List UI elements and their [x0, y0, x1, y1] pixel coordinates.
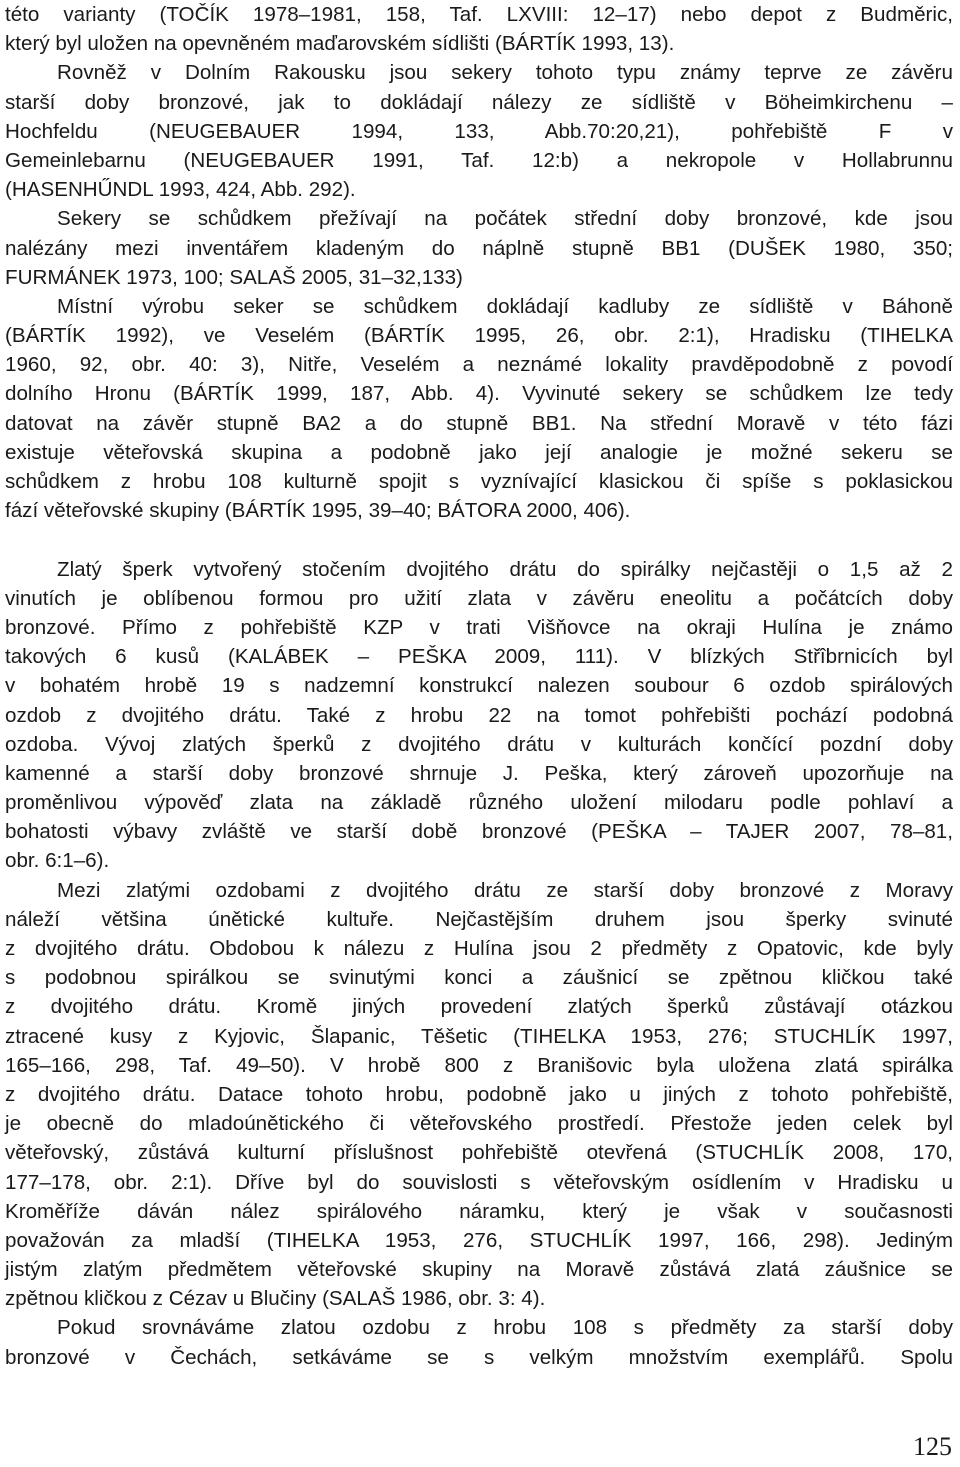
text-line: (BÁRTÍK 1992), ve Veselém (BÁRTÍK 1995, 26, obr. 2:1), Hradisku (TIHELKA [5, 324, 953, 348]
text-line: FURMÁNEK 1973, 100; SALAŠ 2005, 31–32,133) [5, 265, 463, 289]
text-line: bronzové. Přímo z pohřebiště KZP v trati Višňovce na okraji Hulína je známo [5, 615, 953, 639]
text-line: je obecně do mladoúnětického či věteřovského prostředí. Přestože jeden celek byl [5, 1112, 953, 1136]
text-line: proměnlivou výpověď zlata na základě různého uložení milodaru podle pohlaví a [5, 791, 953, 815]
text-line: bronzové v Čechách, setkáváme se s velkým množstvím exemplářů. Spolu [5, 1345, 953, 1369]
text-line: Hochfeldu (NEUGEBAUER 1994, 133, Abb.70:20,21), pohřebiště F v [5, 119, 953, 143]
text-line: Kroměříže dáván nález spirálového náramku, který je však v současnosti [5, 1199, 953, 1223]
text-line: Místní výrobu seker se schůdkem dokládají kadluby ze sídliště v Báhoně [57, 294, 953, 318]
paragraph [5, 555, 953, 876]
text-line: Pokud srovnáváme zlatou ozdobu z hrobu 108 s předměty za starší doby [57, 1316, 953, 1340]
text-line: Gemeinlebarnu (NEUGEBAUER 1991, Taf. 12:b) a nekropole v Hollabrunnu [5, 148, 953, 172]
paragraph [5, 58, 953, 204]
text-line: 165–166, 298, Taf. 49–50). V hrobě 800 z Branišovic byla uložena zlatá spirálka [5, 1053, 953, 1077]
text-line: (HASENHŰNDL 1993, 424, Abb. 292). [5, 178, 356, 202]
text-line: obr. 6:1–6). [5, 849, 110, 873]
text-line: který byl uložen na opevněném maďarovském sídlišti (BÁRTÍK 1993, 13). [5, 32, 675, 56]
text-line: Mezi zlatými ozdobami z dvojitého drátu ze starší doby bronzové z Moravy [57, 878, 953, 902]
paragraph [5, 0, 953, 58]
page-number: 125 [913, 1432, 952, 1461]
text-line: věteřovský, zůstává kulturní příslušnost pohřebiště otevřená (STUCHLÍK 2008, 170, [5, 1141, 953, 1165]
text-line: vinutích je oblíbenou formou pro užití zlata v závěru eneolitu a počátcích doby [5, 586, 953, 610]
paragraph-gap [5, 525, 953, 554]
text-line: z dvojitého drátu. Datace tohoto hrobu, podobně jako u jiných z tohoto pohřebiště, [5, 1082, 953, 1106]
text-line: v bohatém hrobě 19 s nadzemní konstrukcí nalezen soubour 6 ozdob spirálových [5, 674, 953, 698]
paragraph [5, 876, 953, 1314]
text-line: dolního Hronu (BÁRTÍK 1999, 187, Abb. 4). Vyvinuté sekery se schůdkem lze tedy [5, 382, 953, 406]
text-line: ozdob z dvojitého drátu. Také z hrobu 22 na tomot pohřebišti pochází podobná [5, 703, 953, 727]
text-line: s podobnou spirálkou se svinutými konci a záušnicí se zpětnou kličkou také [5, 966, 953, 990]
text-line: této varianty (TOČÍK 1978–1981, 158, Taf. LXVIII: 12–17) nebo depot z Budměric, [5, 3, 953, 26]
text-line: kamenné a starší doby bronzové shrnuje J. Peška, který zároveň upozorňuje na [5, 761, 953, 785]
text-line: takových 6 kusů (KALÁBEK – PEŠKA 2009, 111). V blízkých Střîbrnicích byl [5, 645, 953, 669]
text-line: bohatosti výbavy zvláště ve starší době bronzové (PEŠKA – TAJER 2007, 78–81, [5, 820, 953, 844]
text-line: zpětnou kličkou z Cézav u Blučiny (SALAŠ 1986, obr. 3: 4). [5, 1287, 546, 1311]
paragraph [5, 292, 953, 526]
text-line: existuje věteřovská skupina a podobně jako její analogie je možné sekeru se [5, 440, 953, 464]
document-body [5, 0, 953, 1372]
text-line: nalézány mezi inventářem kladeným do náplně stupně BB1 (DUŠEK 1980, 350; [5, 236, 953, 260]
text-line: považován za mladší (TIHELKA 1953, 276, STUCHLÍK 1997, 166, 298). Jediným [5, 1228, 953, 1252]
text-line: z dvojitého drátu. Kromě jiných provedení zlatých šperků zůstávají otázkou [5, 995, 953, 1019]
text-line: náleží většina únětické kultuře. Nejčastějším druhem jsou šperky svinuté [5, 907, 953, 931]
paragraph [5, 204, 953, 292]
text-line: fází věteřovské skupiny (BÁRTÍK 1995, 39–40; BÁTORA 2000, 406). [5, 499, 631, 523]
text-line: 177–178, obr. 2:1). Dříve byl do souvislosti s věteřovským osídlením v Hradisku u [5, 1170, 953, 1194]
text-line: jistým zlatým předmětem věteřovské skupiny na Moravě zůstává zlatá záušnice se [5, 1258, 953, 1282]
text-line: datovat na závěr stupně BA2 a do stupně BB1. Na střední Moravě v této fázi [5, 411, 953, 435]
text-line: Zlatý šperk vytvořený stočením dvojitého drátu do spirálky nejčastěji o 1,5 až 2 [57, 557, 953, 581]
paragraph [5, 1313, 953, 1371]
text-line: starší doby bronzové, jak to dokládají nálezy ze sídliště v Böheimkirchenu – [5, 90, 953, 114]
text-line: Sekery se schůdkem přežívají na počátek střední doby bronzové, kde jsou [57, 207, 953, 231]
text-line: schůdkem z hrobu 108 kulturně spojit s vyznívající klasickou či spíše s poklasickou [5, 470, 953, 493]
text-line: 1960, 92, obr. 40: 3), Nitře, Veselém a neznámé lokality pravděpodobně z povodí [5, 353, 953, 377]
text-line: Rovněž v Dolním Rakousku jsou sekery tohoto typu známy teprve ze závěru [57, 61, 953, 85]
text-line: z dvojitého drátu. Obdobou k nálezu z Hulína jsou 2 předměty z Opatovic, kde byly [5, 937, 953, 960]
text-line: ztracené kusy z Kyjovic, Šlapanic, Těšetic (TIHELKA 1953, 276; STUCHLÍK 1997, [5, 1024, 953, 1048]
text-line: ozdoba. Vývoj zlatých šperků z dvojitého drátu v kulturách končící pozdní doby [5, 732, 953, 756]
